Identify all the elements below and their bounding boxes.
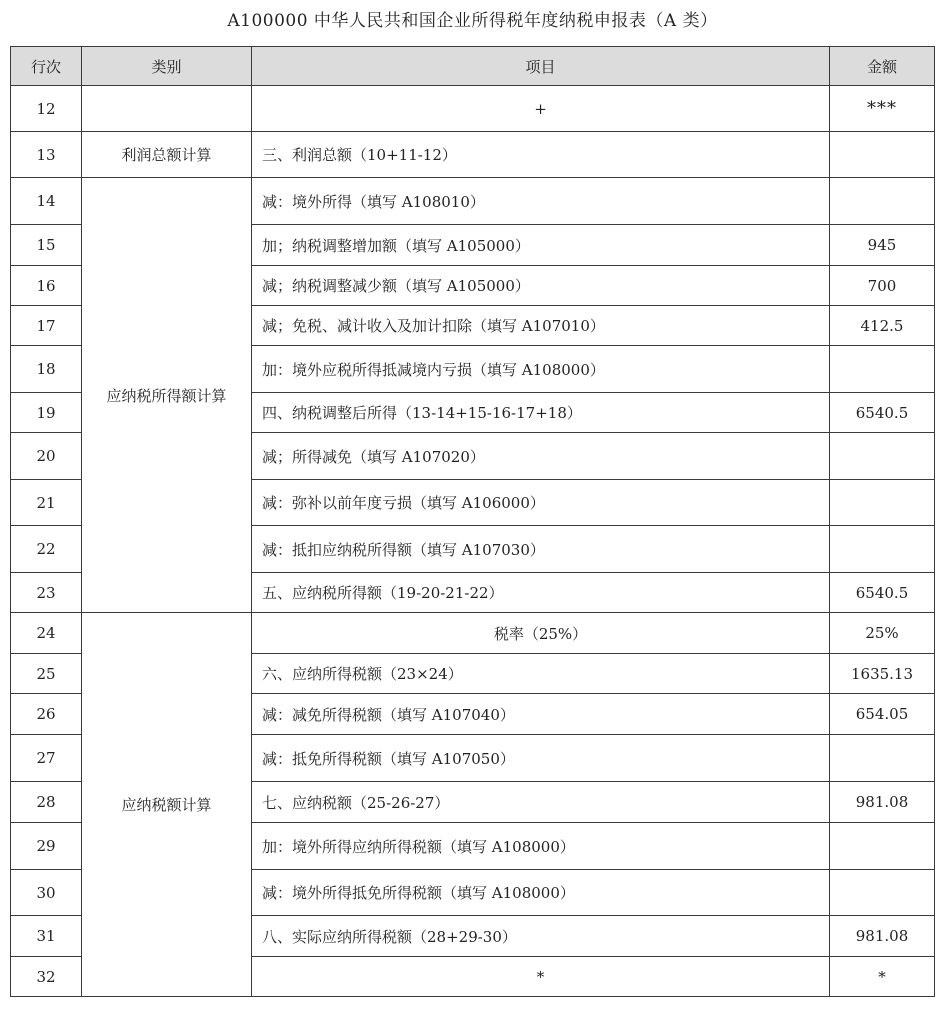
amount-cell: [830, 433, 935, 480]
item-cell: 减；纳税调整减少额（填写 A105000）: [252, 266, 830, 306]
amount-cell: 945: [830, 225, 935, 266]
amount-cell: 6540.5: [830, 573, 935, 613]
amount-cell: 981.08: [830, 916, 935, 957]
amount-cell: 6540.5: [830, 393, 935, 433]
amount-cell: 25%: [830, 613, 935, 654]
amount-cell: [830, 870, 935, 916]
amount-cell: 1635.13: [830, 654, 935, 694]
line-number: 16: [11, 266, 82, 306]
item-cell: 减：抵免所得税额（填写 A107050）: [252, 735, 830, 782]
item-cell: 六、应纳所得税额（23×24）: [252, 654, 830, 694]
item-cell: 三、利润总额（10+11-12）: [252, 132, 830, 178]
amount-cell: [830, 346, 935, 393]
item-cell: 减；所得减免（填写 A107020）: [252, 433, 830, 480]
amount-cell: *: [830, 957, 935, 997]
header-category: 类别: [82, 47, 252, 86]
amount-cell: [830, 132, 935, 178]
table-row: [11, 132, 935, 178]
category-tax-payable: 应纳税额计算: [82, 613, 252, 997]
item-cell: 五、应纳税所得额（19-20-21-22）: [252, 573, 830, 613]
header-row: [11, 47, 935, 86]
item-cell: 减：抵扣应纳税所得额（填写 A107030）: [252, 526, 830, 573]
line-number: 27: [11, 735, 82, 782]
item-cell: 七、应纳税额（25-26-27）: [252, 782, 830, 823]
item-cell: 加：境外应税所得抵减境内亏损（填写 A108000）: [252, 346, 830, 393]
item-cell: 税率（25%）: [252, 613, 830, 654]
line-number: 26: [11, 694, 82, 735]
item-cell: 减：弥补以前年度亏损（填写 A106000）: [252, 480, 830, 526]
line-number: 31: [11, 916, 82, 957]
line-number: 14: [11, 178, 82, 225]
amount-cell: [830, 735, 935, 782]
line-number: 32: [11, 957, 82, 997]
amount-cell: 700: [830, 266, 935, 306]
line-number: 21: [11, 480, 82, 526]
item-cell: +: [252, 86, 830, 132]
category-profit: 利润总额计算: [82, 132, 252, 178]
item-cell: 减：减免所得税额（填写 A107040）: [252, 694, 830, 735]
line-number: 20: [11, 433, 82, 480]
amount-cell: [830, 526, 935, 573]
line-number: 25: [11, 654, 82, 694]
item-cell: 减；免税、减计收入及加计扣除（填写 A107010）: [252, 306, 830, 346]
amount-cell: ***: [830, 86, 935, 132]
table-row: [11, 178, 935, 225]
item-cell: 四、纳税调整后所得（13-14+15-16-17+18）: [252, 393, 830, 433]
page-title: A100000 中华人民共和国企业所得税年度纳税申报表（A 类）: [227, 11, 718, 31]
category-taxable-income: 应纳税所得额计算: [82, 178, 252, 613]
item-cell: *: [252, 957, 830, 997]
header-line: 行次: [11, 47, 82, 86]
amount-cell: [830, 823, 935, 870]
line-number: 12: [11, 86, 82, 132]
amount-cell: [830, 480, 935, 526]
table-row: [11, 613, 935, 654]
tax-return-table: [10, 46, 935, 997]
line-number: 28: [11, 782, 82, 823]
line-number: 24: [11, 613, 82, 654]
amount-cell: 412.5: [830, 306, 935, 346]
header-item: 项目: [252, 47, 830, 86]
item-cell: 减：境外所得抵免所得税额（填写 A108000）: [252, 870, 830, 916]
line-number: 29: [11, 823, 82, 870]
item-cell: 八、实际应纳所得税额（28+29-30）: [252, 916, 830, 957]
line-number: 13: [11, 132, 82, 178]
line-number: 18: [11, 346, 82, 393]
line-number: 15: [11, 225, 82, 266]
amount-cell: [830, 178, 935, 225]
header-amount: 金额: [830, 47, 935, 86]
line-number: 30: [11, 870, 82, 916]
line-number: 17: [11, 306, 82, 346]
amount-cell: 981.08: [830, 782, 935, 823]
category-cell-empty: [82, 86, 252, 132]
table-row: [11, 86, 935, 132]
line-number: 22: [11, 526, 82, 573]
item-cell: 减：境外所得（填写 A108010）: [252, 178, 830, 225]
line-number: 19: [11, 393, 82, 433]
line-number: 23: [11, 573, 82, 613]
item-cell: 加；纳税调整增加额（填写 A105000）: [252, 225, 830, 266]
item-cell: 加：境外所得应纳所得税额（填写 A108000）: [252, 823, 830, 870]
amount-cell: 654.05: [830, 694, 935, 735]
